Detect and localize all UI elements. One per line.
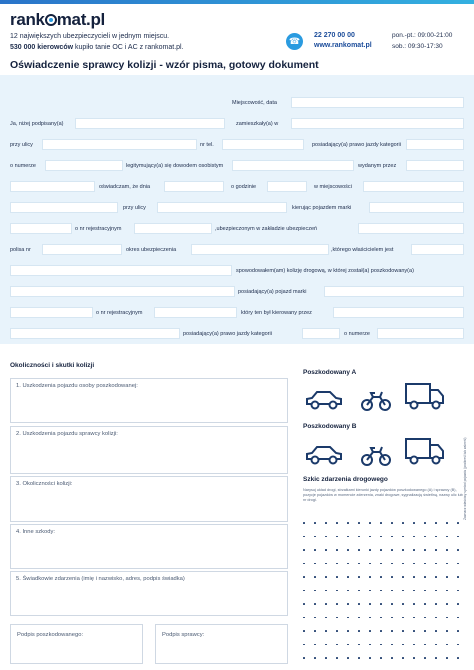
label-posiadajacy-pojazd: posiadający(a) pojazd marki bbox=[238, 289, 307, 295]
field-wydany-przez-cd[interactable] bbox=[10, 181, 95, 192]
field-label-5: 5. Świadkowie zdarzenia (imię i nazwisko, adres, podpis świadka) bbox=[16, 576, 185, 582]
sketch-grid-dot bbox=[336, 617, 338, 619]
car-icon[interactable] bbox=[304, 440, 344, 468]
sketch-grid-dot bbox=[391, 549, 393, 551]
sketch-grid-dot bbox=[358, 536, 360, 538]
field-numer-pj-2[interactable] bbox=[377, 328, 464, 339]
field-data-zdarzenia[interactable] bbox=[164, 181, 224, 192]
sketch-grid-dot bbox=[336, 630, 338, 632]
sketch-grid-dot bbox=[380, 603, 382, 605]
sketch-grid-dot bbox=[402, 536, 404, 538]
sketch-grid-dot bbox=[435, 522, 437, 524]
phone-number[interactable]: 22 270 00 00 bbox=[314, 32, 355, 39]
sketch-grid-dot bbox=[336, 590, 338, 592]
statement-form bbox=[0, 75, 474, 344]
sketch-grid-dot bbox=[402, 644, 404, 646]
field-okolicznosci[interactable] bbox=[10, 476, 288, 522]
sketch-grid-dot bbox=[457, 549, 459, 551]
sketch-grid-dot bbox=[391, 536, 393, 538]
truck-icon[interactable] bbox=[404, 381, 446, 411]
sketch-grid-dot bbox=[413, 549, 415, 551]
car-icon[interactable] bbox=[304, 385, 344, 413]
sketch-grid-dot bbox=[347, 617, 349, 619]
sketch-grid-dot bbox=[325, 657, 327, 659]
sketch-grid-dot bbox=[435, 576, 437, 578]
sketch-instructions: Narysuj układ drogi, strzałkami kierunki jazdy pojazdów poszkodowanego (A) i sprawcy (B), pozycje pojazdów w momencie zderzenia, znaki drogowe, sygnalizację świetlną, nazwy ulic lub nr drogi. bbox=[303, 488, 463, 502]
sketch-grid-dot bbox=[325, 644, 327, 646]
sketch-grid-dot bbox=[358, 644, 360, 646]
field-nr-rej-poszkodowanego[interactable] bbox=[154, 307, 237, 318]
sketch-grid-dot bbox=[435, 630, 437, 632]
label-wydanym: wydanym przez bbox=[358, 163, 397, 169]
label-okres: okres ubezpieczenia bbox=[126, 247, 177, 253]
sketch-grid-dot bbox=[314, 644, 316, 646]
field-ulica[interactable] bbox=[42, 139, 197, 150]
field-adres[interactable] bbox=[291, 118, 464, 129]
sketch-grid-dot bbox=[446, 644, 448, 646]
sketch-grid-dot bbox=[446, 563, 448, 565]
sketch-grid-dot bbox=[325, 603, 327, 605]
sketch-grid-dot bbox=[380, 536, 382, 538]
sketch-grid-dot bbox=[435, 603, 437, 605]
sketch-grid-dot bbox=[347, 522, 349, 524]
sketch-grid-dot bbox=[391, 617, 393, 619]
sketch-grid-dot bbox=[424, 549, 426, 551]
sketch-grid-dot bbox=[424, 590, 426, 592]
label-ja-nizej: Ja, niżej podpisany(a) bbox=[10, 121, 64, 127]
sketch-grid-dot bbox=[402, 522, 404, 524]
sketch-grid-dot bbox=[457, 603, 459, 605]
sketch-grid-dot bbox=[358, 576, 360, 578]
sketch-grid-dot bbox=[402, 657, 404, 659]
sketch-grid-dot bbox=[358, 603, 360, 605]
field-uszkodzenia-sprawcy[interactable] bbox=[10, 426, 288, 474]
sketch-grid-dot bbox=[347, 563, 349, 565]
field-imie-nazwisko[interactable] bbox=[75, 118, 225, 129]
field-wydany-przez[interactable] bbox=[406, 160, 464, 171]
sketch-grid-dot bbox=[446, 536, 448, 538]
sketch-grid-dot bbox=[380, 549, 382, 551]
sketch-grid-dot bbox=[303, 603, 305, 605]
tagline-rest: kupiło tanie OC i AC z rankomat.pl. bbox=[73, 44, 184, 51]
sketch-grid-dot bbox=[303, 563, 305, 565]
label-posiadajacy-2: posiadający(a) prawo jazdy kategorii bbox=[183, 331, 272, 337]
sketch-grid-dot bbox=[314, 522, 316, 524]
label-o-numerze-2: o numerze bbox=[344, 331, 370, 337]
label-miejscowosc: Miejscowość, data bbox=[232, 100, 277, 106]
sketch-grid-dot bbox=[380, 590, 382, 592]
sketch-grid-dot bbox=[303, 644, 305, 646]
sketch-grid-dot bbox=[303, 617, 305, 619]
field-dowod[interactable] bbox=[232, 160, 354, 171]
sketch-grid-dot bbox=[424, 657, 426, 659]
sketch-grid-dot bbox=[457, 536, 459, 538]
field-marka-cd[interactable] bbox=[10, 223, 72, 234]
sketch-grid-dot bbox=[314, 563, 316, 565]
sketch-grid-dot bbox=[336, 563, 338, 565]
sketch-grid-dot bbox=[424, 522, 426, 524]
sketch-grid-dot bbox=[347, 549, 349, 551]
sketch-grid-dot bbox=[358, 563, 360, 565]
logo-o-icon bbox=[45, 14, 57, 26]
sketch-grid-dot bbox=[391, 657, 393, 659]
sketch-grid-dot bbox=[424, 576, 426, 578]
field-uszkodzenia-poszkodowanego[interactable] bbox=[10, 378, 288, 423]
sketch-grid-dot bbox=[347, 576, 349, 578]
sketch-grid-dot bbox=[347, 590, 349, 592]
document-title: Oświadczenie sprawcy kolizji - wzór pisma, gotowy dokument bbox=[10, 59, 319, 71]
field-ulica-zdarzenia[interactable] bbox=[157, 202, 287, 213]
label-w-miejscowosci: w miejscowości bbox=[314, 184, 352, 190]
phone-icon: ☎ bbox=[286, 33, 303, 50]
website-link[interactable]: www.rankomat.pl bbox=[314, 42, 372, 49]
signature-label-poszkodowany: Podpis poszkodowanego: bbox=[17, 632, 84, 638]
field-inne-szkody[interactable] bbox=[10, 524, 288, 569]
logo-text-b: mat.pl bbox=[56, 10, 105, 29]
sketch-grid-dot bbox=[347, 644, 349, 646]
sketch-grid-dot bbox=[369, 536, 371, 538]
sketch-grid-dot bbox=[358, 522, 360, 524]
field-marka-pojazdu[interactable] bbox=[369, 202, 464, 213]
sketch-grid-dot bbox=[424, 617, 426, 619]
field-label-1: 1. Uszkodzenia pojazdu osoby poszkodowanej: bbox=[16, 383, 138, 389]
sketch-grid-dot bbox=[435, 644, 437, 646]
sketch-grid-dot bbox=[369, 522, 371, 524]
sketch-grid-dot bbox=[402, 563, 404, 565]
tagline-2 bbox=[10, 44, 184, 51]
field-miejscowosc-data[interactable] bbox=[291, 97, 464, 108]
label-o-godzinie: o godzinie bbox=[231, 184, 257, 190]
signature-sprawca[interactable] bbox=[155, 624, 288, 664]
sketch-grid-dot bbox=[435, 563, 437, 565]
sketch-grid-dot bbox=[424, 630, 426, 632]
label-nr-tel: nr tel. bbox=[200, 142, 214, 148]
sketch-grid-dot bbox=[325, 549, 327, 551]
sketch-grid-dot bbox=[413, 576, 415, 578]
sketch-grid-dot bbox=[391, 563, 393, 565]
field-miejscowosc-zdarzenia[interactable] bbox=[363, 181, 464, 192]
signature-poszkodowany[interactable] bbox=[10, 624, 143, 664]
sketch-grid-dot bbox=[446, 603, 448, 605]
sketch-grid-dot bbox=[435, 536, 437, 538]
sketch-grid-dot bbox=[380, 644, 382, 646]
field-kategoria-2[interactable] bbox=[302, 328, 340, 339]
sketch-grid-dot bbox=[347, 536, 349, 538]
label-prawo-jazdy: posiadający(a) prawo jazdy kategorii bbox=[312, 142, 401, 148]
field-label-4: 4. Inne szkody: bbox=[16, 529, 55, 535]
sketch-grid-dot bbox=[413, 563, 415, 565]
top-accent-bar bbox=[0, 0, 474, 4]
sketch-grid-dot bbox=[446, 657, 448, 659]
sketch-grid-dot bbox=[369, 603, 371, 605]
label-legitymujacy: legitymujący(a) się dowodem osobistym bbox=[126, 163, 224, 169]
sketch-grid-dot bbox=[336, 522, 338, 524]
field-nr-rejestracyjny[interactable] bbox=[134, 223, 212, 234]
field-poszkodowany[interactable] bbox=[10, 286, 235, 297]
sketch-grid-dot bbox=[303, 630, 305, 632]
sketch-grid-dot bbox=[358, 549, 360, 551]
sketch-grid-dot bbox=[303, 549, 305, 551]
field-kategoria[interactable] bbox=[406, 139, 464, 150]
field-marka-poszkodowanego[interactable] bbox=[324, 286, 464, 297]
sketch-grid-dot bbox=[314, 590, 316, 592]
sketch-grid-dot bbox=[358, 657, 360, 659]
sketch-grid-dot bbox=[413, 657, 415, 659]
sketch-grid-dot bbox=[391, 590, 393, 592]
sketch-grid-dot bbox=[336, 549, 338, 551]
label-oswiadczam: oświadczam, że dnia bbox=[99, 184, 151, 190]
sketch-grid-dot bbox=[380, 563, 382, 565]
sketch-grid-dot bbox=[413, 630, 415, 632]
sketch-grid-dot bbox=[358, 630, 360, 632]
label-o-nr-rej: o nr rejestracyjnym bbox=[75, 226, 122, 232]
sketch-grid-dot bbox=[325, 576, 327, 578]
sketch-grid-dot bbox=[314, 617, 316, 619]
sketch-grid-dot bbox=[303, 536, 305, 538]
sketch-grid-dot bbox=[424, 644, 426, 646]
label-o-nr-rej-2: o nr rejestracyjnym bbox=[96, 310, 143, 316]
sketch-grid-dot bbox=[380, 617, 382, 619]
tagline-1: 12 największych ubezpieczycieli w jednym miejscu. bbox=[10, 33, 170, 40]
sketch-grid-dot bbox=[325, 630, 327, 632]
sketch-grid-dot bbox=[457, 657, 459, 659]
field-polisa[interactable] bbox=[42, 244, 122, 255]
signature-label-sprawca: Podpis sprawcy: bbox=[162, 632, 205, 638]
label-ktorego: ,którego właścicielem jest bbox=[331, 247, 394, 253]
hours-saturday: sob.: 09:30-17:30 bbox=[392, 43, 443, 50]
field-label-2: 2. Uszkodzenia pojazdu sprawcy kolizji: bbox=[16, 431, 118, 437]
label-polisa: polisa nr bbox=[10, 247, 31, 253]
sketch-grid-dot bbox=[402, 617, 404, 619]
label-ktory: który ten był kierowany przez bbox=[241, 310, 312, 316]
field-miejscowosc-cd[interactable] bbox=[10, 202, 118, 213]
sketch-grid-dot bbox=[336, 576, 338, 578]
sketch-grid-dot bbox=[336, 644, 338, 646]
sketch-grid-dot bbox=[380, 576, 382, 578]
sketch-grid-dot bbox=[325, 590, 327, 592]
sketch-grid-dot bbox=[303, 576, 305, 578]
sketch-grid-dot bbox=[402, 549, 404, 551]
field-kierowca-poszkodowany[interactable] bbox=[333, 307, 464, 318]
field-telefon[interactable] bbox=[222, 139, 304, 150]
tagline-bold: 530 000 kierowców bbox=[10, 44, 74, 51]
sketch-grid-dot bbox=[457, 630, 459, 632]
sketch-grid-dot bbox=[369, 644, 371, 646]
sketch-grid-dot bbox=[336, 536, 338, 538]
sketch-grid-dot bbox=[314, 630, 316, 632]
field-numer-pj[interactable] bbox=[45, 160, 123, 171]
szkic-title: Szkic zdarzenia drogowego bbox=[303, 476, 388, 483]
poszkodowany-a-title: Poszkodowany A bbox=[303, 369, 357, 376]
sketch-grid-dot bbox=[435, 617, 437, 619]
sketch-grid-dot bbox=[369, 549, 371, 551]
sketch-grid-dot bbox=[391, 644, 393, 646]
poszkodowany-b-title: Poszkodowany B bbox=[303, 423, 357, 430]
sketch-grid-dot bbox=[314, 657, 316, 659]
sketch-grid-dot bbox=[303, 522, 305, 524]
sketch-grid-dot bbox=[369, 617, 371, 619]
field-kierowca-cd[interactable] bbox=[10, 328, 180, 339]
sketch-grid-dot bbox=[314, 549, 316, 551]
sketch-grid-dot bbox=[424, 536, 426, 538]
label-spowodowalem: spowodowałem(am) kolizję drogową, w której został(a) poszkodowany(a) bbox=[236, 268, 414, 274]
sketch-grid-dot bbox=[325, 522, 327, 524]
sketch-grid-dot bbox=[413, 617, 415, 619]
sketch-grid-dot bbox=[358, 617, 360, 619]
sketch-grid-dot bbox=[457, 576, 459, 578]
sketch-grid-dot bbox=[446, 590, 448, 592]
sketch-grid-dot bbox=[380, 630, 382, 632]
rankomat-logo[interactable] bbox=[10, 10, 105, 30]
sketch-grid-dot bbox=[391, 522, 393, 524]
motorcycle-icon[interactable] bbox=[361, 442, 391, 470]
sketch-grid-dot bbox=[457, 617, 459, 619]
sketch-grid-dot bbox=[424, 603, 426, 605]
sketch-grid-dot bbox=[435, 657, 437, 659]
sketch-grid-dot bbox=[457, 644, 459, 646]
sketch-grid-dot bbox=[347, 657, 349, 659]
sketch-grid-dot bbox=[303, 657, 305, 659]
sketch-grid-dot bbox=[446, 617, 448, 619]
sketch-grid-dot bbox=[336, 657, 338, 659]
sketch-grid-dot bbox=[402, 576, 404, 578]
sketch-grid-dot bbox=[369, 590, 371, 592]
label-przy-ulicy: przy ulicy bbox=[10, 142, 33, 148]
sketch-grid-dot bbox=[413, 522, 415, 524]
hours-weekdays: pon.-pt.: 09:00-21:00 bbox=[392, 32, 453, 39]
sketch-grid-dot bbox=[325, 536, 327, 538]
field-label-3: 3. Okoliczności kolizji: bbox=[16, 481, 73, 487]
sketch-grid-dot bbox=[446, 630, 448, 632]
sketch-grid-dot bbox=[413, 644, 415, 646]
sketch-grid-dot bbox=[314, 603, 316, 605]
sketch-grid-dot bbox=[380, 657, 382, 659]
sketch-grid-dot bbox=[391, 576, 393, 578]
sketch-grid-dot bbox=[446, 576, 448, 578]
sketch-grid-dot bbox=[369, 563, 371, 565]
label-ubezpieczonym: ,ubezpieczonym w zakładzie ubezpieczeń bbox=[215, 226, 318, 232]
sketch-grid-dot bbox=[457, 563, 459, 565]
label-zamieszkaly: zamieszkały(a) w bbox=[236, 121, 279, 127]
sketch-grid-dot bbox=[424, 563, 426, 565]
sketch-grid-dot bbox=[303, 590, 305, 592]
sketch-grid-dot bbox=[347, 603, 349, 605]
field-marka-poszkodowanego-cd[interactable] bbox=[10, 307, 93, 318]
sketch-grid-dot bbox=[446, 522, 448, 524]
sketch-grid-dot bbox=[402, 630, 404, 632]
sketch-grid-dot bbox=[325, 617, 327, 619]
field-zaklad-ubezpieczen[interactable] bbox=[358, 223, 464, 234]
vehicle-selection-note: Zaznacz właściwy symbol pojazdu (podkreśl lub zakreśl) bbox=[463, 437, 467, 520]
sketch-grid-dot bbox=[413, 603, 415, 605]
sketch-grid-dot bbox=[457, 590, 459, 592]
sketch-grid-dot bbox=[347, 630, 349, 632]
sketch-grid-dot bbox=[457, 522, 459, 524]
field-swiadkowie[interactable] bbox=[10, 571, 288, 616]
sketch-grid-dot bbox=[446, 549, 448, 551]
sketch-grid-dot bbox=[314, 536, 316, 538]
sketch-grid-dot bbox=[413, 590, 415, 592]
sketch-grid-dot bbox=[435, 549, 437, 551]
field-wlasciciel[interactable] bbox=[411, 244, 464, 255]
sketch-grid-dot bbox=[369, 657, 371, 659]
label-kierujac: kierując pojazdem marki bbox=[292, 205, 352, 211]
field-godzina[interactable] bbox=[267, 181, 307, 192]
sketch-grid-dot bbox=[369, 576, 371, 578]
sketch-grid-dot bbox=[380, 522, 382, 524]
label-przy-ulicy-2: przy ulicy bbox=[123, 205, 146, 211]
sketch-grid-dot bbox=[369, 630, 371, 632]
label-o-numerze: o numerze bbox=[10, 163, 36, 169]
field-okres[interactable] bbox=[191, 244, 329, 255]
sketch-grid-dot bbox=[402, 603, 404, 605]
sketch-grid-dot bbox=[413, 536, 415, 538]
sketch-grid-dot bbox=[435, 590, 437, 592]
motorcycle-icon[interactable] bbox=[361, 387, 391, 415]
sketch-grid-dot bbox=[358, 590, 360, 592]
sketch-grid-dot bbox=[314, 576, 316, 578]
okolicznosci-title: Okoliczności i skutki kolizji bbox=[10, 362, 95, 369]
truck-icon[interactable] bbox=[404, 436, 446, 466]
sketch-grid-dot bbox=[391, 603, 393, 605]
sketch-grid-dot bbox=[336, 603, 338, 605]
logo-text-a: rank bbox=[10, 10, 45, 29]
sketch-grid-dot bbox=[402, 590, 404, 592]
sketch-grid-dot bbox=[391, 630, 393, 632]
sketch-grid-dot bbox=[325, 563, 327, 565]
field-wlasciciel-cd[interactable] bbox=[10, 265, 232, 276]
